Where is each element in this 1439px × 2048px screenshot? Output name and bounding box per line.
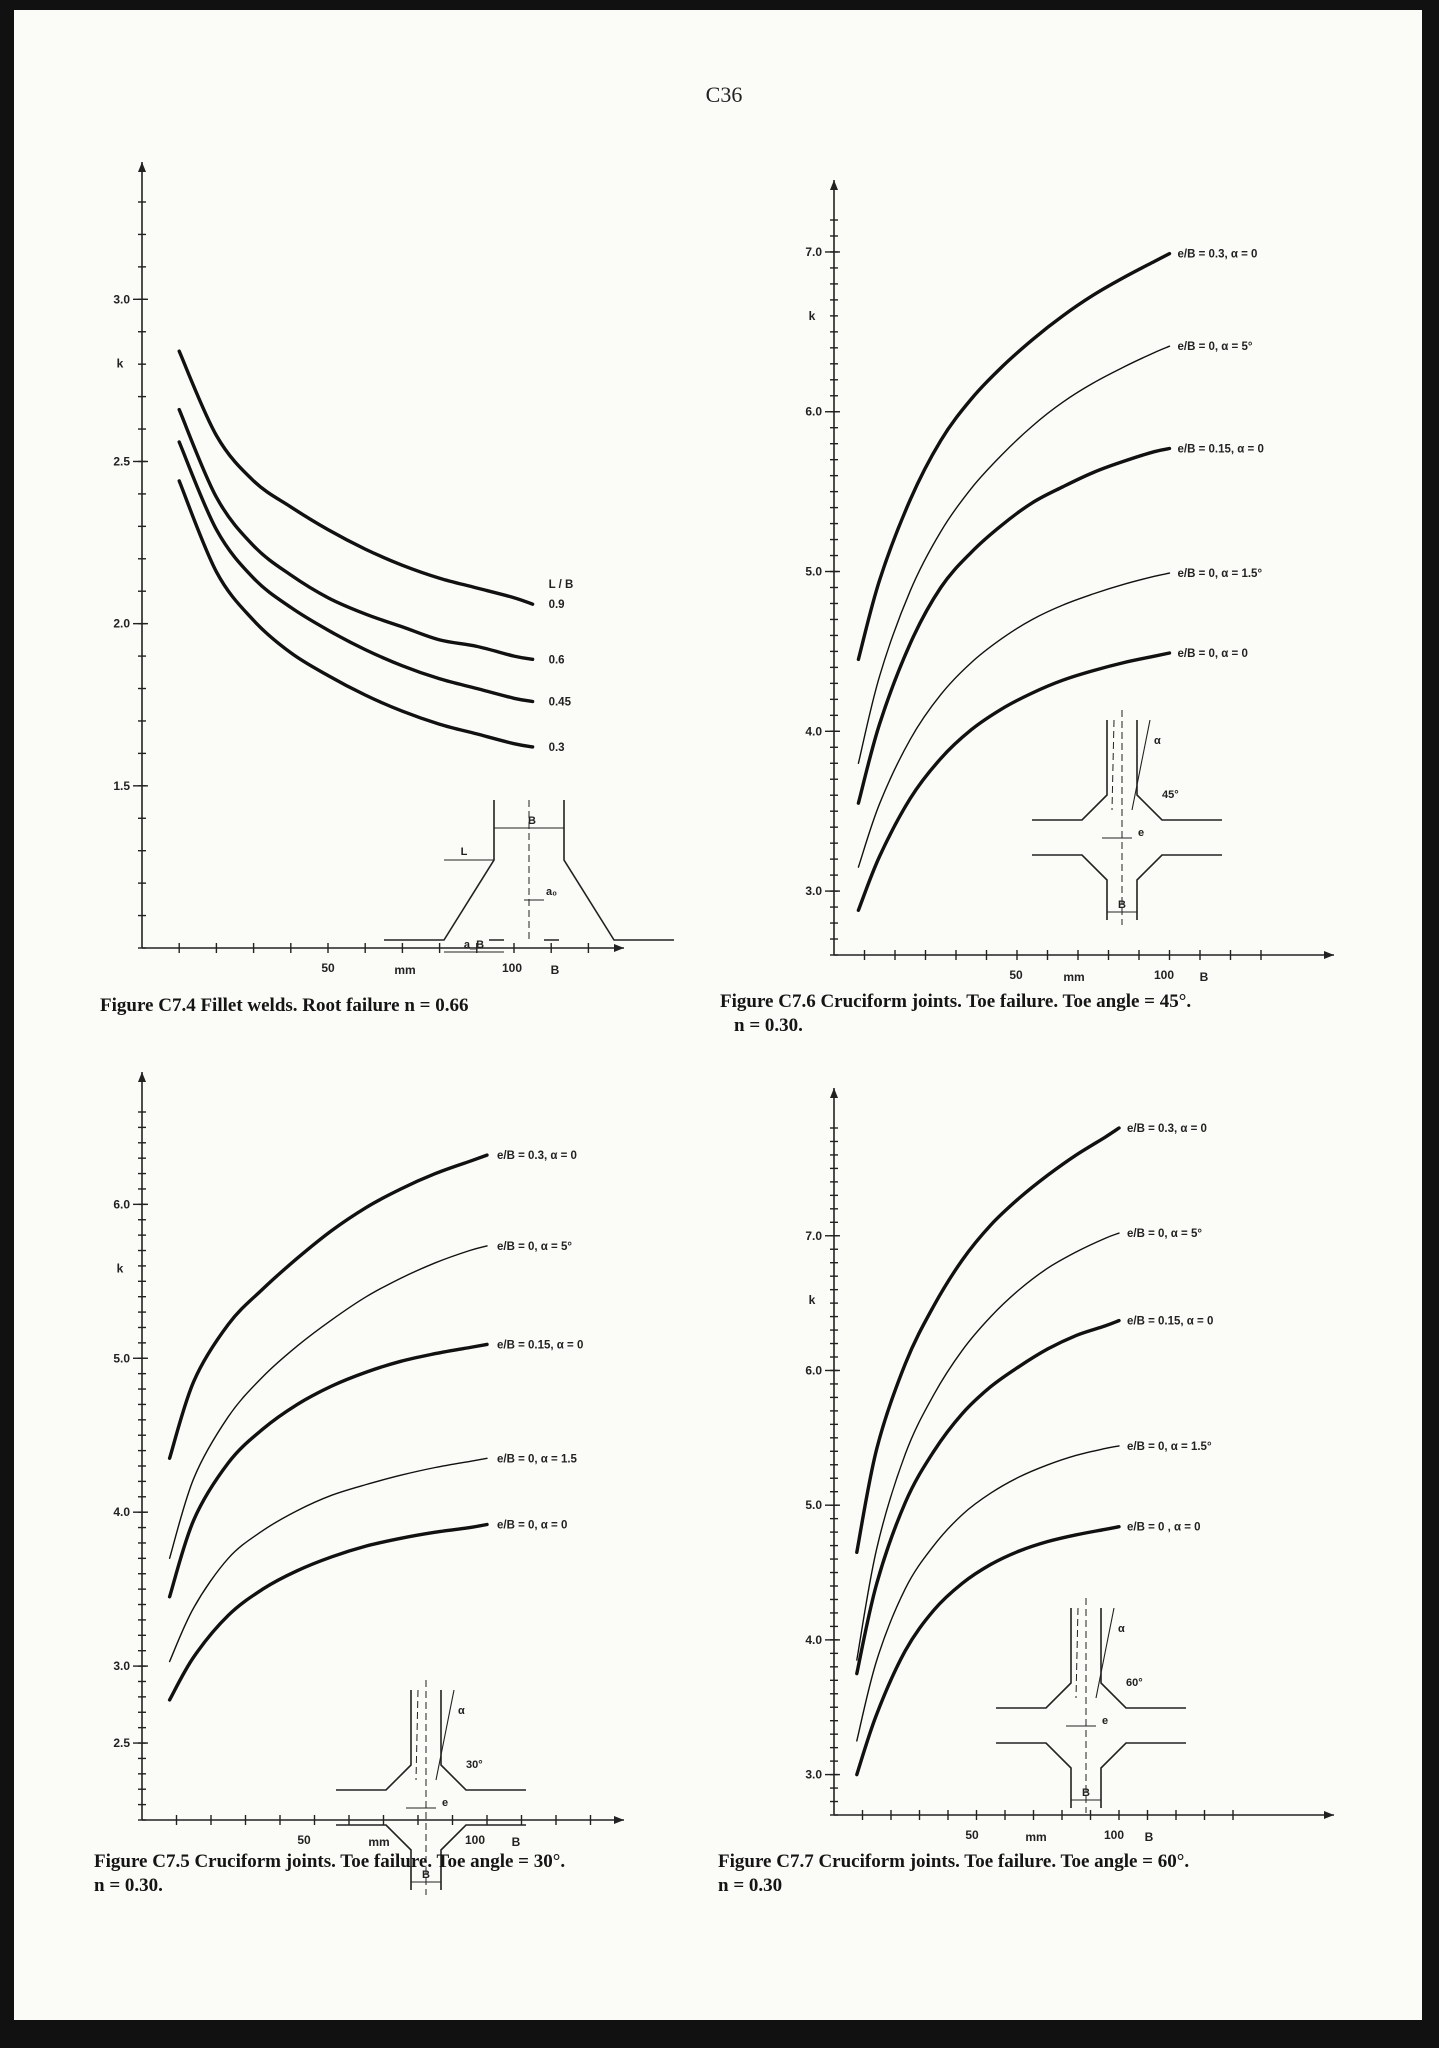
x-axis-label: mm: [394, 963, 416, 977]
y-tick-label: 3.0: [805, 884, 822, 899]
series-curve: [857, 1233, 1119, 1660]
y-tick-label: 5.0: [805, 564, 822, 579]
series-curve: [179, 351, 532, 604]
x-tick-label: 50: [321, 961, 335, 975]
angle-line: [1132, 720, 1150, 810]
angle-line: [436, 1690, 454, 1780]
x-tick-label: 100: [501, 961, 523, 975]
series-label: e/B = 0, α = 5°: [1177, 341, 1253, 354]
label-toe-angle: 30°: [466, 1759, 483, 1771]
series-curve: [858, 254, 1169, 660]
x-tick-label: 50: [297, 1833, 311, 1847]
cruciform-joint-diagram: [1032, 710, 1222, 925]
label-b: B: [1118, 899, 1126, 911]
series-curve: [857, 1446, 1119, 1741]
series-label: 0.9: [548, 599, 565, 612]
upper-plate-profile: [1032, 720, 1222, 820]
lower-plate-profile: [1032, 855, 1222, 920]
caption-c7-6-line1: Figure C7.6 Cruciform joints. Toe failure. Toe angle = 45°.: [720, 991, 1192, 1012]
series-label: e/B = 0.3, α = 0: [1177, 248, 1258, 261]
y-tick-label: 3.0: [113, 1659, 130, 1674]
caption-c7-6-line2: n = 0.30.: [734, 1015, 803, 1036]
x-tick-label: 100: [1153, 968, 1175, 982]
label-e: e: [442, 1797, 449, 1809]
series-curve: [170, 1246, 487, 1558]
series-label: e/B = 0, α = 0: [497, 1519, 568, 1532]
caption-figure-c7-4: [100, 994, 468, 1018]
x-axis-arrow: [1324, 951, 1334, 959]
y-axis-label: k: [808, 1292, 816, 1307]
label-alpha: α: [1118, 1623, 1125, 1635]
series-label: 0.3: [548, 741, 565, 754]
label-alpha: α: [1154, 735, 1161, 747]
x-tick-label: 50: [1009, 968, 1023, 982]
upper-plate-profile: [996, 1608, 1186, 1708]
y-tick-label: 4.0: [113, 1505, 130, 1520]
chart-figure-c7-6: [774, 160, 1414, 984]
x-tick-label: 100: [464, 1833, 486, 1847]
y-tick-label: 2.0: [113, 616, 130, 631]
x-axis-end-label: B: [550, 963, 560, 977]
label-b: B: [1082, 1787, 1090, 1799]
y-tick-label: 5.0: [113, 1351, 130, 1366]
misalignment-line: [1076, 1608, 1078, 1698]
series-curve: [857, 1321, 1119, 1674]
x-axis-label: mm: [1063, 970, 1085, 984]
y-tick-label: 2.5: [113, 454, 130, 469]
y-tick-label: 4.0: [805, 1632, 822, 1647]
series-curve: [170, 1458, 487, 1661]
x-axis-arrow: [614, 944, 624, 952]
caption-c7-7-line2: n = 0.30: [718, 1875, 783, 1896]
y-axis-label: k: [808, 308, 816, 323]
x-axis-end-label: B: [1199, 970, 1209, 984]
series-curve: [170, 1155, 487, 1458]
y-axis-label: k: [116, 1261, 124, 1276]
lower-plate-profile: [996, 1743, 1186, 1808]
y-tick-label: 3.0: [805, 1767, 822, 1782]
label-e: e: [1138, 827, 1145, 839]
chart-figure-c7-4: [54, 110, 714, 990]
document-page: [14, 10, 1422, 2020]
y-tick-label: 3.0: [113, 292, 130, 307]
series-curve: [857, 1128, 1119, 1552]
series-curve: [179, 410, 532, 660]
y-axis-label: k: [116, 356, 124, 371]
series-label: e/B = 0, α = 0: [1177, 648, 1248, 661]
caption-c7-5-line1: Figure C7.5 Cruciform joints. Toe failure. Toe angle = 30°.: [94, 1851, 566, 1872]
y-axis-arrow: [138, 1072, 146, 1082]
y-tick-label: 5.0: [805, 1498, 822, 1513]
series-label: e/B = 0.3, α = 0: [1127, 1123, 1207, 1135]
label-toe-angle: 60°: [1126, 1677, 1143, 1689]
y-axis-arrow: [830, 180, 838, 190]
x-tick-label: 100: [1103, 1828, 1125, 1842]
upper-plate-profile: [336, 1690, 526, 1790]
series-label: e/B = 0, α = 1.5: [497, 1453, 577, 1466]
legend-title: L / B: [548, 579, 574, 592]
y-tick-label: 1.5: [113, 778, 130, 793]
label-toe-angle: 45°: [1162, 789, 1179, 801]
caption-figure-c7-5: [94, 1850, 565, 1898]
series-label: e/B = 0.15, α = 0: [1127, 1315, 1214, 1328]
y-tick-label: 2.5: [113, 1736, 130, 1751]
y-tick-label: 6.0: [805, 1363, 822, 1378]
series-label: e/B = 0, α = 1.5°: [1177, 568, 1263, 581]
y-tick-label: 4.0: [805, 724, 822, 739]
series-curve: [179, 442, 532, 702]
y-tick-label: 6.0: [113, 1197, 130, 1212]
y-tick-label: 7.0: [805, 244, 822, 259]
caption-figure-c7-6: [720, 990, 1191, 1038]
x-axis-end-label: B: [511, 1835, 521, 1849]
label-l: L: [460, 846, 468, 858]
label-a0: a₀: [546, 886, 558, 898]
series-curve: [858, 573, 1169, 867]
y-tick-label: 7.0: [805, 1228, 822, 1243]
y-axis-arrow: [138, 162, 146, 172]
angle-line: [1096, 1608, 1114, 1698]
label-ab: a_B: [463, 939, 485, 951]
x-axis-label: mm: [1025, 1830, 1047, 1844]
series-label: e/B = 0 , α = 0: [1127, 1521, 1201, 1534]
label-e: e: [1102, 1715, 1109, 1727]
x-axis-arrow: [614, 1816, 624, 1824]
series-label: 0.6: [548, 654, 565, 667]
cruciform-joint-diagram: [996, 1598, 1186, 1813]
caption-c7-7-line1: Figure C7.7 Cruciform joints. Toe failure. Toe angle = 60°.: [718, 1851, 1190, 1872]
fillet-weld-diagram: [384, 800, 674, 952]
x-axis-end-label: B: [1144, 1830, 1154, 1844]
page-number: C36: [705, 82, 743, 107]
series-label: e/B = 0.15, α = 0: [497, 1339, 584, 1352]
series-label: e/B = 0, α = 5°: [497, 1240, 572, 1253]
series-curve: [170, 1525, 487, 1700]
y-tick-label: 6.0: [805, 404, 822, 419]
series-label: 0.45: [548, 696, 571, 709]
series-label: e/B = 0.3, α = 0: [497, 1150, 577, 1163]
label-b: B: [422, 1869, 430, 1881]
x-axis-arrow: [1324, 1811, 1334, 1819]
misalignment-line: [416, 1690, 418, 1780]
series-label: e/B = 0, α = 1.5°: [1127, 1440, 1212, 1453]
caption-c7-5-line2: n = 0.30.: [94, 1875, 163, 1896]
series-curve: [858, 653, 1169, 910]
label-b: B: [528, 815, 536, 827]
x-axis-label: mm: [368, 1835, 390, 1849]
y-axis-arrow: [830, 1088, 838, 1098]
series-curve: [857, 1527, 1119, 1775]
chart-figure-c7-7: [774, 1060, 1414, 1850]
caption-figure-c7-7: [718, 1850, 1189, 1898]
series-label: e/B = 0, α = 5°: [1127, 1228, 1202, 1241]
label-alpha: α: [458, 1705, 465, 1717]
x-tick-label: 50: [965, 1828, 979, 1842]
series-label: e/B = 0.15, α = 0: [1177, 443, 1264, 456]
misalignment-line: [1112, 720, 1114, 810]
caption-c7-4-text: Figure C7.4 Fillet welds. Root failure n = 0.66: [100, 995, 469, 1016]
